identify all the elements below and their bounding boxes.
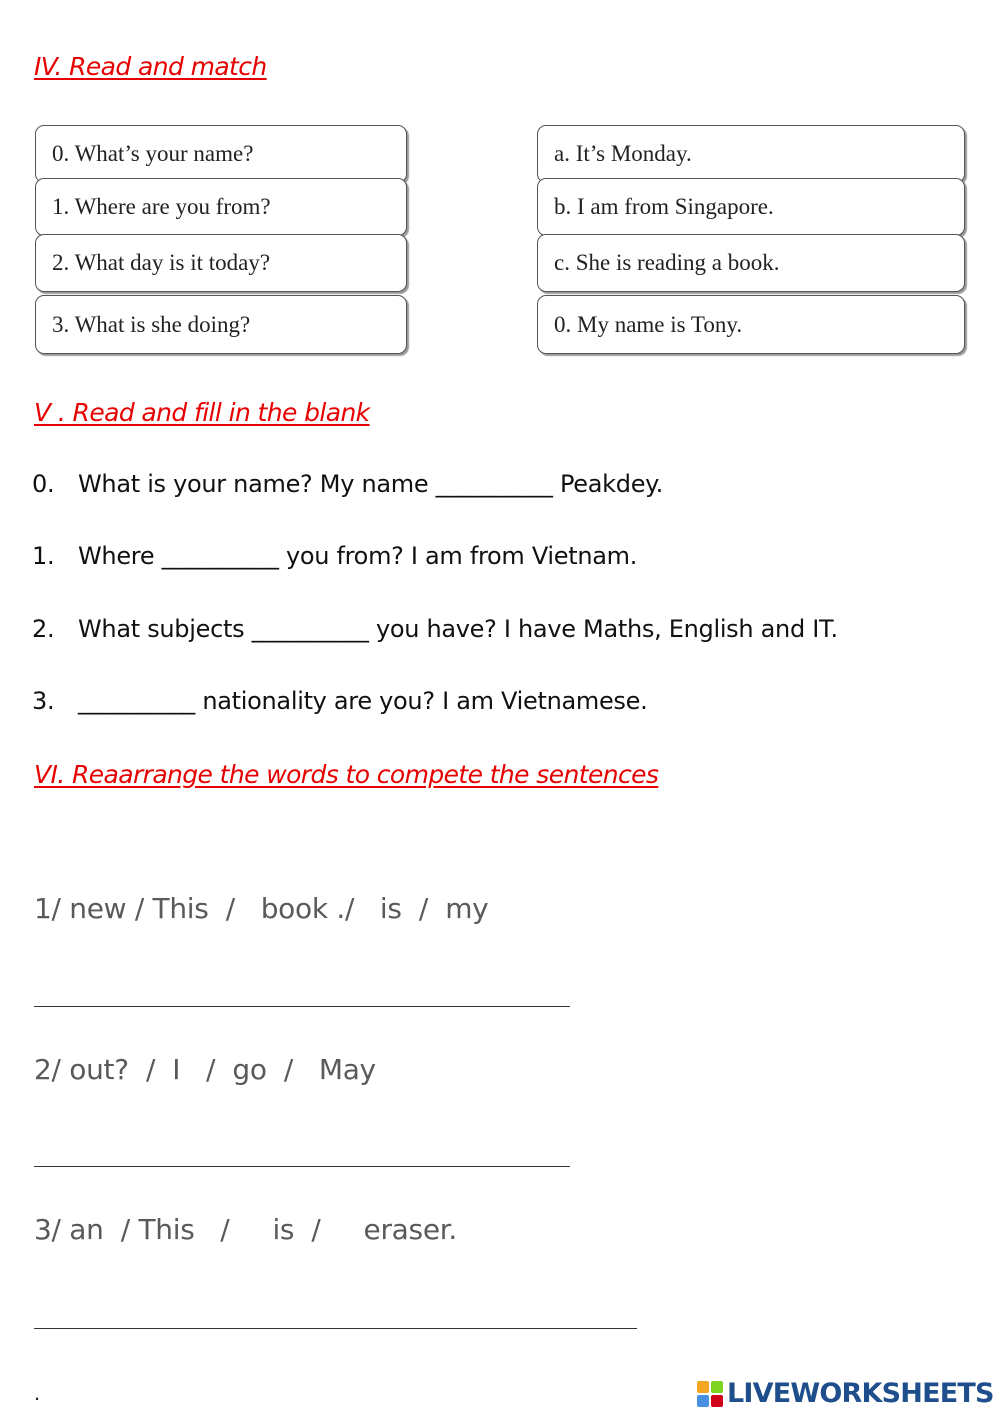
liveworksheets-logo	[697, 1378, 994, 1409]
answer-line-1[interactable]	[34, 1006, 570, 1007]
fill-item-1[interactable]	[32, 542, 637, 570]
answer-line-2[interactable]	[34, 1166, 570, 1167]
fill-item-text: __________ nationality are you? I am Vietnamese.	[78, 687, 648, 715]
scramble-item-2: 2/ out? / I / go / May	[34, 1053, 376, 1086]
section-6-heading: VI. Reaarrange the words to compete the sentences	[34, 760, 659, 789]
fill-item-text: Where __________ you from? I am from Vietnam.	[78, 542, 638, 570]
match-right-item-0[interactable]: 0. My name is Tony.	[537, 295, 965, 354]
section-5-heading: V . Read and fill in the blank	[34, 398, 370, 427]
match-left-item-0[interactable]: 0. What’s your name?	[35, 125, 407, 183]
logo-tile-4	[711, 1395, 723, 1407]
match-right-item-b[interactable]: b. I am from Singapore.	[537, 178, 965, 236]
logo-tiles-icon	[697, 1381, 723, 1407]
fill-item-number: 0.	[32, 470, 55, 498]
logo-tile-2	[711, 1381, 723, 1393]
fill-item-0[interactable]	[32, 470, 663, 498]
scramble-item-1: 1/ new / This / book ./ is / my	[34, 892, 489, 925]
section-4-heading: IV. Read and match	[34, 52, 267, 81]
match-left-item-3[interactable]: 3. What is she doing?	[35, 295, 407, 354]
match-left-item-2[interactable]: 2. What day is it today?	[35, 234, 407, 292]
fill-item-number: 1.	[32, 542, 55, 570]
logo-tile-3	[697, 1395, 709, 1407]
scramble-item-3: 3/ an / This / is / eraser.	[34, 1213, 457, 1246]
trailing-dot: .	[34, 1380, 41, 1405]
match-left-item-1[interactable]: 1. Where are you from?	[35, 178, 407, 236]
fill-item-number: 2.	[32, 615, 55, 643]
fill-item-number: 3.	[32, 687, 55, 715]
fill-item-text: What is your name? My name __________ Peakdey.	[78, 470, 663, 498]
match-right-item-a[interactable]: a. It’s Monday.	[537, 125, 965, 183]
fill-item-2[interactable]	[32, 615, 838, 643]
fill-item-3[interactable]	[32, 687, 647, 715]
logo-tile-1	[697, 1381, 709, 1393]
logo-text: LIVEWORKSHEETS	[727, 1378, 994, 1409]
fill-item-text: What subjects __________ you have? I have Maths, English and IT.	[78, 615, 838, 643]
match-right-item-c[interactable]: c. She is reading a book.	[537, 234, 965, 292]
answer-line-3[interactable]	[34, 1328, 637, 1329]
